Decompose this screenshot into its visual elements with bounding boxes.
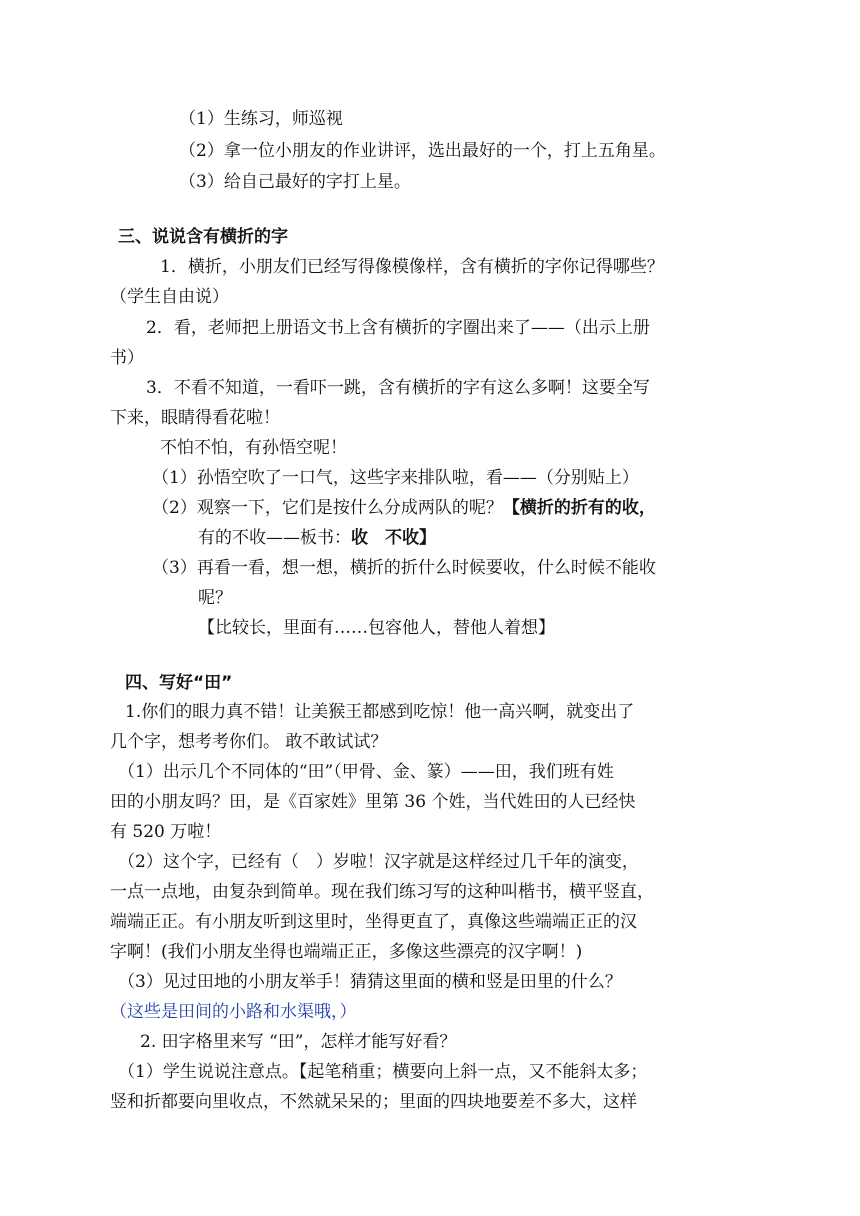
section-3-heading: 三、说说含有横折的字 xyxy=(118,227,288,247)
section-4-para-a-line-1: （1）出示几个不同体的“田”（甲骨、金、篆）——田，我们班有姓 xyxy=(118,762,614,782)
sub-2-bold-2: 收 不收】 xyxy=(351,528,436,548)
section-4-para-b-line-1: （2）这个字，已经有（ ）岁啦！汉字就是这样经过几千年的演变， xyxy=(118,852,639,872)
section-3-sub-3-line-1: （3）再看一看，想一想，横折的折什么时候要收，什么时候不能收 xyxy=(152,558,656,578)
section-4-item-2: 2. 田字格里来写 “田”，怎样才能写好看？ xyxy=(140,1032,457,1052)
section-3-sub-3-line-2: 呢？ xyxy=(198,588,232,608)
section-4-para-a-line-3: 有 520 万啦！ xyxy=(110,822,222,842)
section-3-sub-2-line-1 xyxy=(152,496,656,520)
section-4-para-d-line-1: （1）学生说说注意点。【起笔稍重；横要向上斜一点，又不能斜太多； xyxy=(118,1062,648,1082)
sub-2-bold: 【横折的折有的收， xyxy=(502,498,656,518)
practice-item-1: （1）生练习，师巡视 xyxy=(179,109,343,129)
sub-2-text-2: 有的不收——板书： xyxy=(198,528,351,548)
section-3-sub-2-line-2 xyxy=(198,526,436,550)
sub-2-text: （2）观察一下，它们是按什么分成两队的呢？ xyxy=(152,498,503,518)
section-3-item-3-line-3: 不怕不怕，有孙悟空呢！ xyxy=(160,438,347,458)
section-3-item-1-line-2: （学生自由说） xyxy=(110,287,229,307)
section-3-item-3-line-2: 下来，眼睛得看花啦！ xyxy=(110,408,280,428)
section-4-para-d-line-2: 竖和折都要向里收点，不然就呆呆的；里面的四块地要差不多大，这样 xyxy=(110,1092,637,1112)
section-3-sub-1: （1）孙悟空吹了一口气，这些字来排队啦，看——（分别贴上） xyxy=(152,468,639,488)
section-3-item-2-line-1: 2．看，老师把上册语文书上含有横折的字圈出来了——（出示上册 xyxy=(146,318,650,338)
section-4-heading: 四、写好“田” xyxy=(125,673,233,693)
section-4-para-b-line-2: 一点一点地，由复杂到简单。现在我们练习写的这种叫楷书，横平竖直， xyxy=(110,882,654,902)
section-4-item-1-line-2: 几个字，想考考你们。 敢不敢试试？ xyxy=(110,732,388,752)
section-3-item-1-line-1: 1．横折，小朋友们已经写得像模像样，含有横折的字你记得哪些？ xyxy=(160,257,664,277)
section-4-para-a-line-2: 田的小朋友吗？田，是《百家姓》里第 36 个姓，当代姓田的人已经快 xyxy=(110,792,636,812)
section-3-item-3-line-1: 3．不看不知道，一看吓一跳，含有横折的字有这么多啊！这要全写 xyxy=(146,378,650,398)
practice-item-2: （2）拿一位小朋友的作业讲评，选出最好的一个，打上五角星。 xyxy=(179,141,666,161)
section-3-sub-3-line-3: 【比较长，里面有……包容他人，替他人着想】 xyxy=(198,618,555,638)
section-4-para-b-line-3: 端端正正。有小朋友听到这里时，坐得更直了，真像这些端端正正的汉 xyxy=(110,912,637,932)
practice-item-3: （3）给自己最好的字打上星。 xyxy=(179,172,411,192)
section-4-para-c-line-2: （这些是田间的小路和水渠哦，） xyxy=(110,1002,357,1022)
section-4-item-1-line-1: 1.你们的眼力真不错！让美猴王都感到吃惊！他一高兴啊，就变出了 xyxy=(125,702,635,722)
section-3-item-2-line-2: 书） xyxy=(110,348,144,368)
section-4-para-c-line-1: （3）见过田地的小朋友举手！猜猜这里面的横和竖是田里的什么？ xyxy=(118,972,622,992)
section-4-para-b-line-4: 字啊！(我们小朋友坐得也端端正正，多像这些漂亮的汉字啊！) xyxy=(110,942,583,962)
